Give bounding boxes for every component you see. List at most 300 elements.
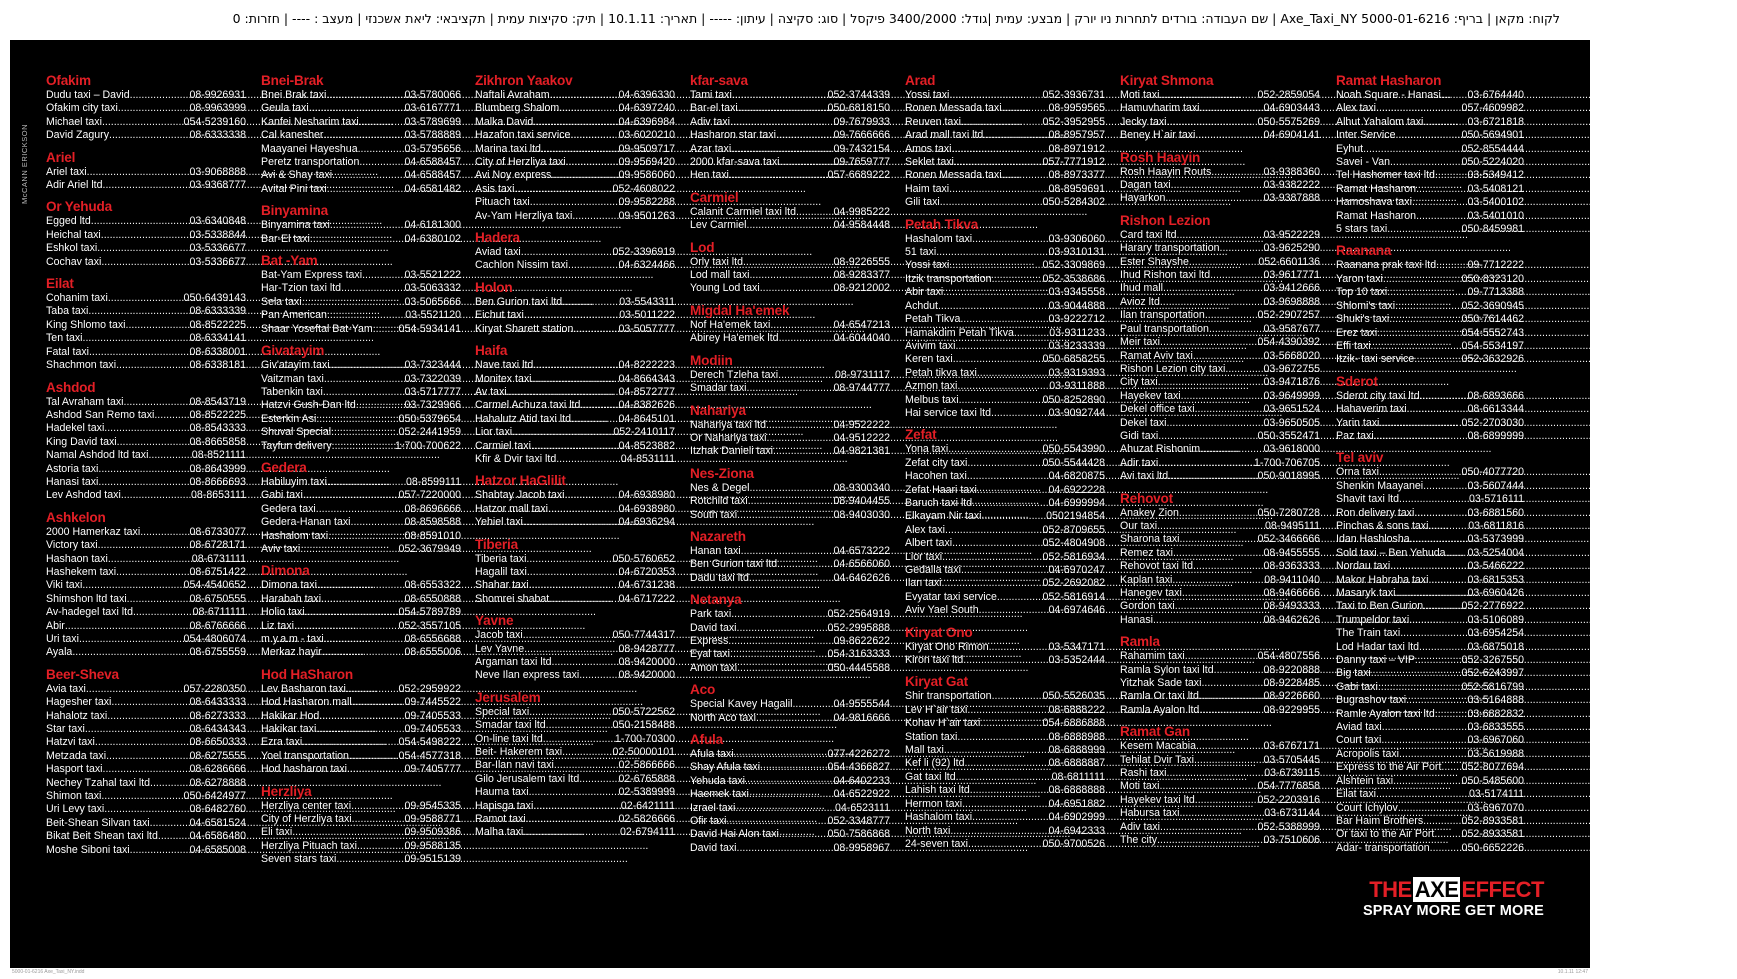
taxi-name: Melbus taxi: [905, 393, 959, 406]
taxi-entry: [690, 495, 890, 508]
taxi-phone: 052-8554444: [1461, 142, 1524, 155]
taxi-phone: 050-5526035: [1042, 690, 1105, 703]
taxi-entry: [1336, 547, 1524, 560]
city-block: [690, 303, 890, 346]
dot-leader: [948, 443, 1042, 456]
taxi-name: David taxi: [690, 841, 737, 854]
taxi-phone: 08-6482760: [189, 803, 246, 816]
taxi-entry: [46, 116, 246, 129]
city-name: Yavne: [475, 613, 514, 629]
dot-leader: [109, 129, 189, 142]
taxi-entry: [690, 382, 890, 395]
taxi-entry: [261, 282, 461, 295]
taxi-entry: [905, 443, 1105, 456]
taxi-phone: 09-8622622: [833, 634, 890, 647]
dot-leader: [992, 690, 1043, 703]
taxi-phone: 052-3396919: [612, 246, 675, 259]
dot-leader: [116, 566, 189, 579]
dot-leader: [997, 591, 1043, 604]
taxi-entry: [905, 510, 1105, 523]
city-name: Jerusalem: [475, 689, 541, 705]
taxi-entry: [690, 319, 890, 332]
taxi-name: Park taxi: [690, 608, 732, 621]
dot-leader: [1435, 169, 1468, 182]
taxi-name: North Aco taxi: [690, 711, 756, 724]
taxi-phone: 03-6967070: [1467, 801, 1524, 814]
taxi-entry: [475, 706, 675, 719]
taxi-name: Calanit Carmiel taxi ltd: [690, 205, 796, 218]
taxi-phone: 052-2203916: [1257, 793, 1320, 806]
taxi-name: Express: [690, 634, 729, 647]
dot-leader: [98, 463, 189, 476]
city-name: Arad: [905, 73, 936, 88]
taxi-phone: 04-9816666: [833, 711, 890, 724]
taxi-phone: 052-8709655: [1042, 523, 1105, 536]
taxi-phone: 03-6875018: [1467, 640, 1524, 653]
dot-leader: [992, 273, 1043, 286]
dot-leader: [111, 696, 189, 709]
taxi-entry: [1336, 313, 1524, 326]
dot-leader: [548, 503, 618, 516]
dot-leader: [1406, 694, 1467, 707]
taxi-name: Hapisga taxi: [475, 799, 534, 812]
dot-leader: [747, 382, 834, 395]
taxi-name: Lev Yavne: [475, 642, 525, 655]
taxi-phone: 03-9651524: [1263, 403, 1320, 416]
city-name: Nes-Ziona: [690, 465, 754, 481]
dot-leader: [967, 704, 1048, 717]
taxi-entry: [905, 591, 1105, 604]
dot-leader: [1175, 600, 1264, 613]
taxi-name: Hen taxi: [690, 169, 729, 182]
taxi-phone: 08-6286666: [189, 763, 246, 776]
taxi-phone: 03-5063332: [404, 282, 461, 295]
taxi-entry: [690, 662, 890, 675]
dot-leader: [103, 179, 190, 192]
taxi-name: Ilan transportation: [1120, 309, 1205, 322]
dot-leader: [514, 183, 612, 196]
taxi-entry: [475, 593, 675, 606]
taxi-phone: 04-6523111: [835, 801, 890, 814]
dot-leader: [1390, 156, 1462, 169]
taxi-phone: 09-9588135: [404, 839, 461, 852]
taxi-name: Herzliya center taxi: [261, 799, 352, 812]
taxi-phone: 03-5336677: [189, 242, 246, 255]
taxi-phone: 052-4804908: [1042, 537, 1105, 550]
dot-leader: [579, 773, 618, 786]
taxi-phone: 04-9512222: [833, 431, 890, 444]
taxi-entry: [1120, 754, 1320, 767]
taxi-phone: 08-9420000: [618, 669, 675, 682]
taxi-phone: 1-700-70300: [614, 732, 675, 745]
dot-leader: [310, 233, 405, 246]
taxi-name: Achdut: [905, 299, 938, 312]
taxi-name: Orna taxi: [1336, 466, 1379, 479]
taxi-phone: 03-6882832: [1467, 707, 1524, 720]
taxi-entry: [690, 788, 890, 801]
dot-leader: [766, 419, 833, 432]
dot-leader: [1381, 734, 1467, 747]
taxi-name: Yitzhak Sade taxi: [1120, 677, 1202, 690]
taxi-entry: [1336, 129, 1524, 142]
taxi-entry: [261, 633, 461, 646]
dot-leader: [358, 143, 405, 156]
taxi-name: Star taxi: [46, 723, 85, 736]
taxi-phone: 09-9501263: [618, 209, 675, 222]
taxi-name: Kfir & Dvir taxi ltd: [475, 452, 557, 465]
dot-leader: [1014, 327, 1049, 340]
taxi-name: Rishon Lezion city taxi: [1120, 362, 1226, 375]
dot-leader: [126, 319, 190, 332]
taxi-name: Bugrashov taxi: [1336, 694, 1407, 707]
taxi-entry: [261, 233, 461, 246]
taxi-name: Adir Ariel ltd: [46, 179, 103, 192]
dot-leader: [1160, 821, 1258, 834]
taxi-phone: 09-9586060: [618, 169, 675, 182]
taxi-name: Binyamina taxi: [261, 219, 330, 232]
taxi-phone: 04-6396330: [618, 89, 675, 101]
city-name: Eilat: [46, 276, 74, 292]
taxi-entry: [1120, 587, 1320, 600]
taxi-entry: [475, 746, 675, 759]
taxi-name: Yaron taxi: [1336, 272, 1383, 285]
taxi-entry: [1120, 834, 1320, 847]
dot-leader: [1157, 834, 1263, 847]
taxi-name: Ramla Sylon taxi ltd: [1120, 663, 1214, 676]
taxi-phone: 052-3679949: [398, 542, 461, 555]
taxi-entry: [46, 830, 246, 843]
taxi-entry: [690, 635, 890, 648]
taxi-phone: 08-9462626: [1263, 613, 1320, 626]
taxi-phone: 03-6815353: [1467, 573, 1524, 586]
dot-leader: [546, 719, 613, 732]
taxi-name: Rehovot taxi ltd: [1120, 560, 1194, 573]
dot-leader: [549, 593, 618, 606]
taxi-name: Ester Shayshe: [1120, 255, 1189, 268]
taxi-phone: 04-6974646: [1048, 604, 1105, 617]
city-name: Afula: [690, 732, 723, 747]
dot-leader: [316, 723, 404, 736]
taxi-phone: 052-5816934: [1042, 550, 1105, 563]
dot-leader: [979, 604, 1049, 617]
taxi-phone: 04-8523882: [618, 439, 675, 452]
city-name: Or Yehuda: [46, 199, 112, 215]
taxi-phone: 04-6731238: [618, 579, 675, 592]
taxi-name: Uri Levy taxi: [46, 803, 105, 816]
city-name: Aco: [690, 682, 716, 698]
taxi-name: Hod Hasharon mall: [261, 696, 352, 709]
taxi-phone: 08-9212002: [833, 282, 890, 295]
taxi-name: Hamuvharim taxi: [1120, 102, 1200, 115]
taxi-entry: [475, 296, 675, 309]
taxi-name: Anakey Zion: [1120, 506, 1179, 519]
taxi-name: Nahariya taxi ltd: [690, 418, 766, 431]
taxi-name: Zefat Haari taxi: [905, 483, 977, 496]
dot-leader: [529, 579, 619, 592]
taxi-name: Aviad taxi: [1336, 721, 1382, 734]
dot-leader: [957, 380, 1049, 393]
taxi-phone: 08-9226555: [833, 255, 890, 268]
taxi-name: Ihud Rishon taxi ltd: [1120, 269, 1211, 282]
taxi-entry: [475, 183, 675, 196]
taxi-entry: [261, 579, 461, 592]
taxi-entry: [905, 457, 1105, 470]
taxi-entry: [1120, 560, 1320, 573]
taxi-phone: 04-6922228: [1048, 483, 1105, 496]
city-name: Dimona: [261, 563, 310, 579]
taxi-name: Meir taxi: [1120, 336, 1161, 349]
taxi-name: Kesem Macabia: [1120, 740, 1196, 753]
dot-leader: [1395, 587, 1467, 600]
taxi-entry: [475, 566, 675, 579]
taxi-name: Alhut Yahalom taxi: [1336, 115, 1424, 128]
city-name: Hatzor HaGlilit: [475, 473, 566, 489]
taxi-name: Makor Habraha taxi: [1336, 573, 1429, 586]
taxi-entry: [261, 296, 461, 309]
taxi-phone: 04-8572777: [618, 385, 675, 398]
taxi-entry: [905, 811, 1105, 824]
taxi-name: m.y.a.m - taxi: [261, 633, 324, 645]
city-name: Givatayim: [261, 343, 325, 359]
dot-leader: [91, 215, 190, 228]
taxi-phone: 08-8696666: [404, 502, 461, 515]
dot-leader: [1398, 802, 1468, 815]
taxi-name: Derech Tzleha taxi: [690, 368, 779, 381]
dot-leader: [959, 394, 1043, 407]
taxi-phone: 03-9650505: [1263, 416, 1320, 429]
city-block: [261, 203, 461, 246]
dot-leader: [154, 409, 189, 422]
taxi-phone: 052-2995888: [827, 621, 890, 634]
taxi-phone: 08-9420000: [618, 656, 675, 668]
taxi-phone: 03-9471876: [1263, 376, 1320, 389]
taxi-entry: [475, 800, 675, 813]
taxi-name: Hahalutz Atid taxi ltd: [475, 412, 571, 425]
city-block: [690, 732, 890, 855]
taxi-entry: [46, 129, 246, 142]
taxi-name: Danny taxi – VIP: [1336, 654, 1415, 667]
taxi-phone: 08-8959691: [1048, 182, 1105, 195]
taxi-phone: 03-9092744: [1048, 406, 1105, 419]
taxi-entry: [905, 784, 1105, 797]
taxi-name: Tiberia taxi: [475, 552, 527, 565]
taxi-name: Sold taxi – Ben Yehuda: [1336, 546, 1446, 559]
dot-leader: [316, 413, 398, 426]
taxi-name: Kanfei Nesharim taxi: [261, 115, 359, 128]
taxi-phone: 08-9226660: [1263, 690, 1320, 703]
dot-leader: [552, 656, 619, 669]
dot-leader: [86, 683, 184, 696]
dot-leader: [955, 340, 1048, 353]
dot-leader: [1160, 296, 1264, 309]
dot-leader: [1415, 654, 1462, 667]
taxi-name: Dekel taxi: [1120, 416, 1167, 429]
taxi-phone: 054-4390392: [1257, 336, 1320, 349]
taxi-name: Beit-Shean Silvan taxi: [46, 816, 150, 829]
taxi-name: Ilan taxi: [905, 577, 942, 590]
dot-leader: [737, 662, 827, 675]
dot-leader: [737, 509, 833, 522]
taxi-entry: [261, 476, 461, 489]
dot-leader: [533, 116, 618, 129]
taxi-phone: 08-6888887: [1048, 757, 1105, 770]
taxi-phone: 08-9959565: [1048, 102, 1105, 115]
dot-leader: [524, 643, 618, 656]
dot-leader: [1157, 520, 1265, 533]
taxi-name: Shavit taxi ltd: [1336, 493, 1400, 506]
taxi-entry: [1336, 600, 1524, 613]
dot-leader: [779, 332, 834, 345]
taxi-phone: 057-2280350: [183, 682, 246, 695]
taxi-entry: [905, 380, 1105, 393]
taxi-name: Zefat city taxi: [905, 456, 968, 469]
taxi-phone: 08-6334141: [189, 332, 246, 345]
taxi-name: Dimona taxi: [261, 579, 317, 592]
taxi-entry: [46, 89, 246, 102]
dot-leader: [1179, 533, 1257, 546]
dot-leader: [309, 102, 405, 115]
taxi-name: Blumberg Shalom: [475, 102, 560, 115]
city-block: [475, 280, 675, 336]
city-name: Gedera: [261, 459, 307, 475]
taxi-entry: [1336, 533, 1524, 546]
taxi-entry: [475, 759, 675, 772]
taxi-phone: 08-9731117: [835, 368, 890, 381]
taxi-name: Card taxi ltd: [1120, 228, 1177, 241]
dot-leader: [967, 457, 1042, 470]
taxi-name: Bar-el taxi: [690, 102, 738, 115]
dot-leader: [1428, 574, 1467, 587]
taxi-entry: [1336, 587, 1524, 600]
taxi-name: Smadar taxi: [690, 382, 747, 395]
city-name: Carmiel: [690, 189, 739, 205]
dot-leader: [1189, 256, 1258, 269]
taxi-phone: 08-8653111: [191, 489, 246, 502]
dot-leader: [1420, 390, 1468, 403]
taxi-name: Paz taxi: [1336, 429, 1374, 442]
dot-leader: [749, 269, 833, 282]
taxi-entry: [475, 656, 675, 669]
taxi-name: Ayala: [46, 646, 73, 659]
taxi-name: Ben Gurion taxi ltd: [690, 558, 778, 571]
taxi-entry: [475, 813, 675, 826]
taxi-entry: [905, 641, 1105, 654]
taxi-entry: [475, 413, 675, 426]
dot-leader: [953, 353, 1043, 366]
city-name: Haifa: [475, 343, 508, 359]
taxi-name: Kiryat Sharett station: [475, 322, 574, 335]
dot-leader: [316, 503, 405, 516]
city-name: Ramla: [1120, 634, 1160, 650]
taxi-entry: [475, 373, 675, 386]
taxi-phone: 03-5373999: [1467, 533, 1524, 546]
taxi-entry: [261, 116, 461, 129]
taxi-name: Rotchild taxi: [690, 495, 748, 508]
taxi-phone: 050-6858255: [1042, 353, 1105, 366]
taxi-entry: [46, 436, 246, 449]
taxi-phone: 09-7405533: [404, 723, 461, 736]
dot-leader: [148, 449, 191, 462]
dot-leader: [961, 564, 1048, 577]
taxi-entry: [46, 319, 246, 332]
taxi-entry: [1336, 102, 1524, 115]
dot-leader: [140, 526, 189, 539]
taxi-entry: [1120, 336, 1320, 349]
taxi-phone: 08-9220888: [1263, 663, 1320, 676]
taxi-phone: 04-6999994: [1048, 496, 1105, 509]
dot-leader: [738, 102, 828, 115]
dot-leader: [565, 489, 619, 502]
taxi-phone: 03-9306060: [1048, 232, 1105, 245]
logo-axe: AXE: [1414, 877, 1459, 902]
dot-leader: [526, 553, 612, 566]
taxi-phone: 050-8459981: [1461, 223, 1524, 236]
taxi-name: Amon taxi: [690, 661, 738, 674]
taxi-entry: [905, 744, 1105, 757]
taxi-entry: [261, 169, 461, 182]
taxi-entry: [1336, 815, 1524, 828]
dot-leader: [747, 219, 834, 232]
taxi-entry: [261, 373, 461, 386]
dot-leader: [1159, 780, 1257, 793]
taxi-phone: 08-9428777: [618, 642, 675, 655]
taxi-directory-poster: [10, 40, 1590, 968]
taxi-name: Station taxi: [905, 730, 958, 743]
taxi-name: Metzada taxi: [46, 749, 107, 762]
taxi-entry: [1120, 89, 1320, 102]
taxi-phone: 08-8666693: [189, 475, 246, 488]
city-block: [905, 625, 1105, 668]
taxi-entry: [475, 426, 675, 439]
taxi-entry: [1336, 300, 1524, 313]
taxi-phone: 08-6755559: [189, 646, 246, 659]
taxi-entry: [1336, 116, 1524, 129]
dot-leader: [1423, 480, 1467, 493]
taxi-phone: 02-5826666: [618, 813, 675, 826]
dot-leader: [748, 495, 834, 508]
dot-leader: [1419, 641, 1467, 654]
taxi-phone: 08-6553322: [404, 579, 461, 592]
dot-leader: [1423, 600, 1461, 613]
taxi-name: Gedera-Hanan taxi: [261, 516, 351, 529]
taxi-entry: [690, 572, 890, 585]
dot-leader: [961, 116, 1043, 129]
taxi-name: Tami taxi: [690, 89, 732, 101]
taxi-name: Keren taxi: [905, 353, 953, 366]
taxi-name: Baruch taxi ltd: [905, 496, 973, 509]
dot-leader: [977, 367, 1049, 380]
taxi-entry: [46, 553, 246, 566]
taxi-name: Nave taxi ltd: [475, 359, 534, 372]
taxi-phone: 03-9368777: [189, 179, 246, 192]
taxi-entry: [1336, 223, 1524, 236]
taxi-entry: [905, 313, 1105, 326]
taxi-phone: 09-9545335: [404, 799, 461, 812]
taxi-name: 5 stars taxi: [1336, 223, 1388, 236]
dot-leader: [1387, 286, 1467, 299]
taxi-phone: 03-5668020: [1263, 349, 1320, 362]
dot-leader: [1172, 574, 1264, 587]
taxi-entry: [1120, 533, 1320, 546]
dot-leader: [952, 537, 1042, 550]
directory-column-1: [46, 73, 246, 858]
dot-leader: [332, 440, 395, 453]
dot-leader: [108, 292, 184, 305]
dot-leader: [731, 143, 833, 156]
taxi-name: Dudu taxi – David: [46, 89, 130, 101]
taxi-entry: [905, 704, 1105, 717]
taxi-entry: [905, 116, 1105, 129]
